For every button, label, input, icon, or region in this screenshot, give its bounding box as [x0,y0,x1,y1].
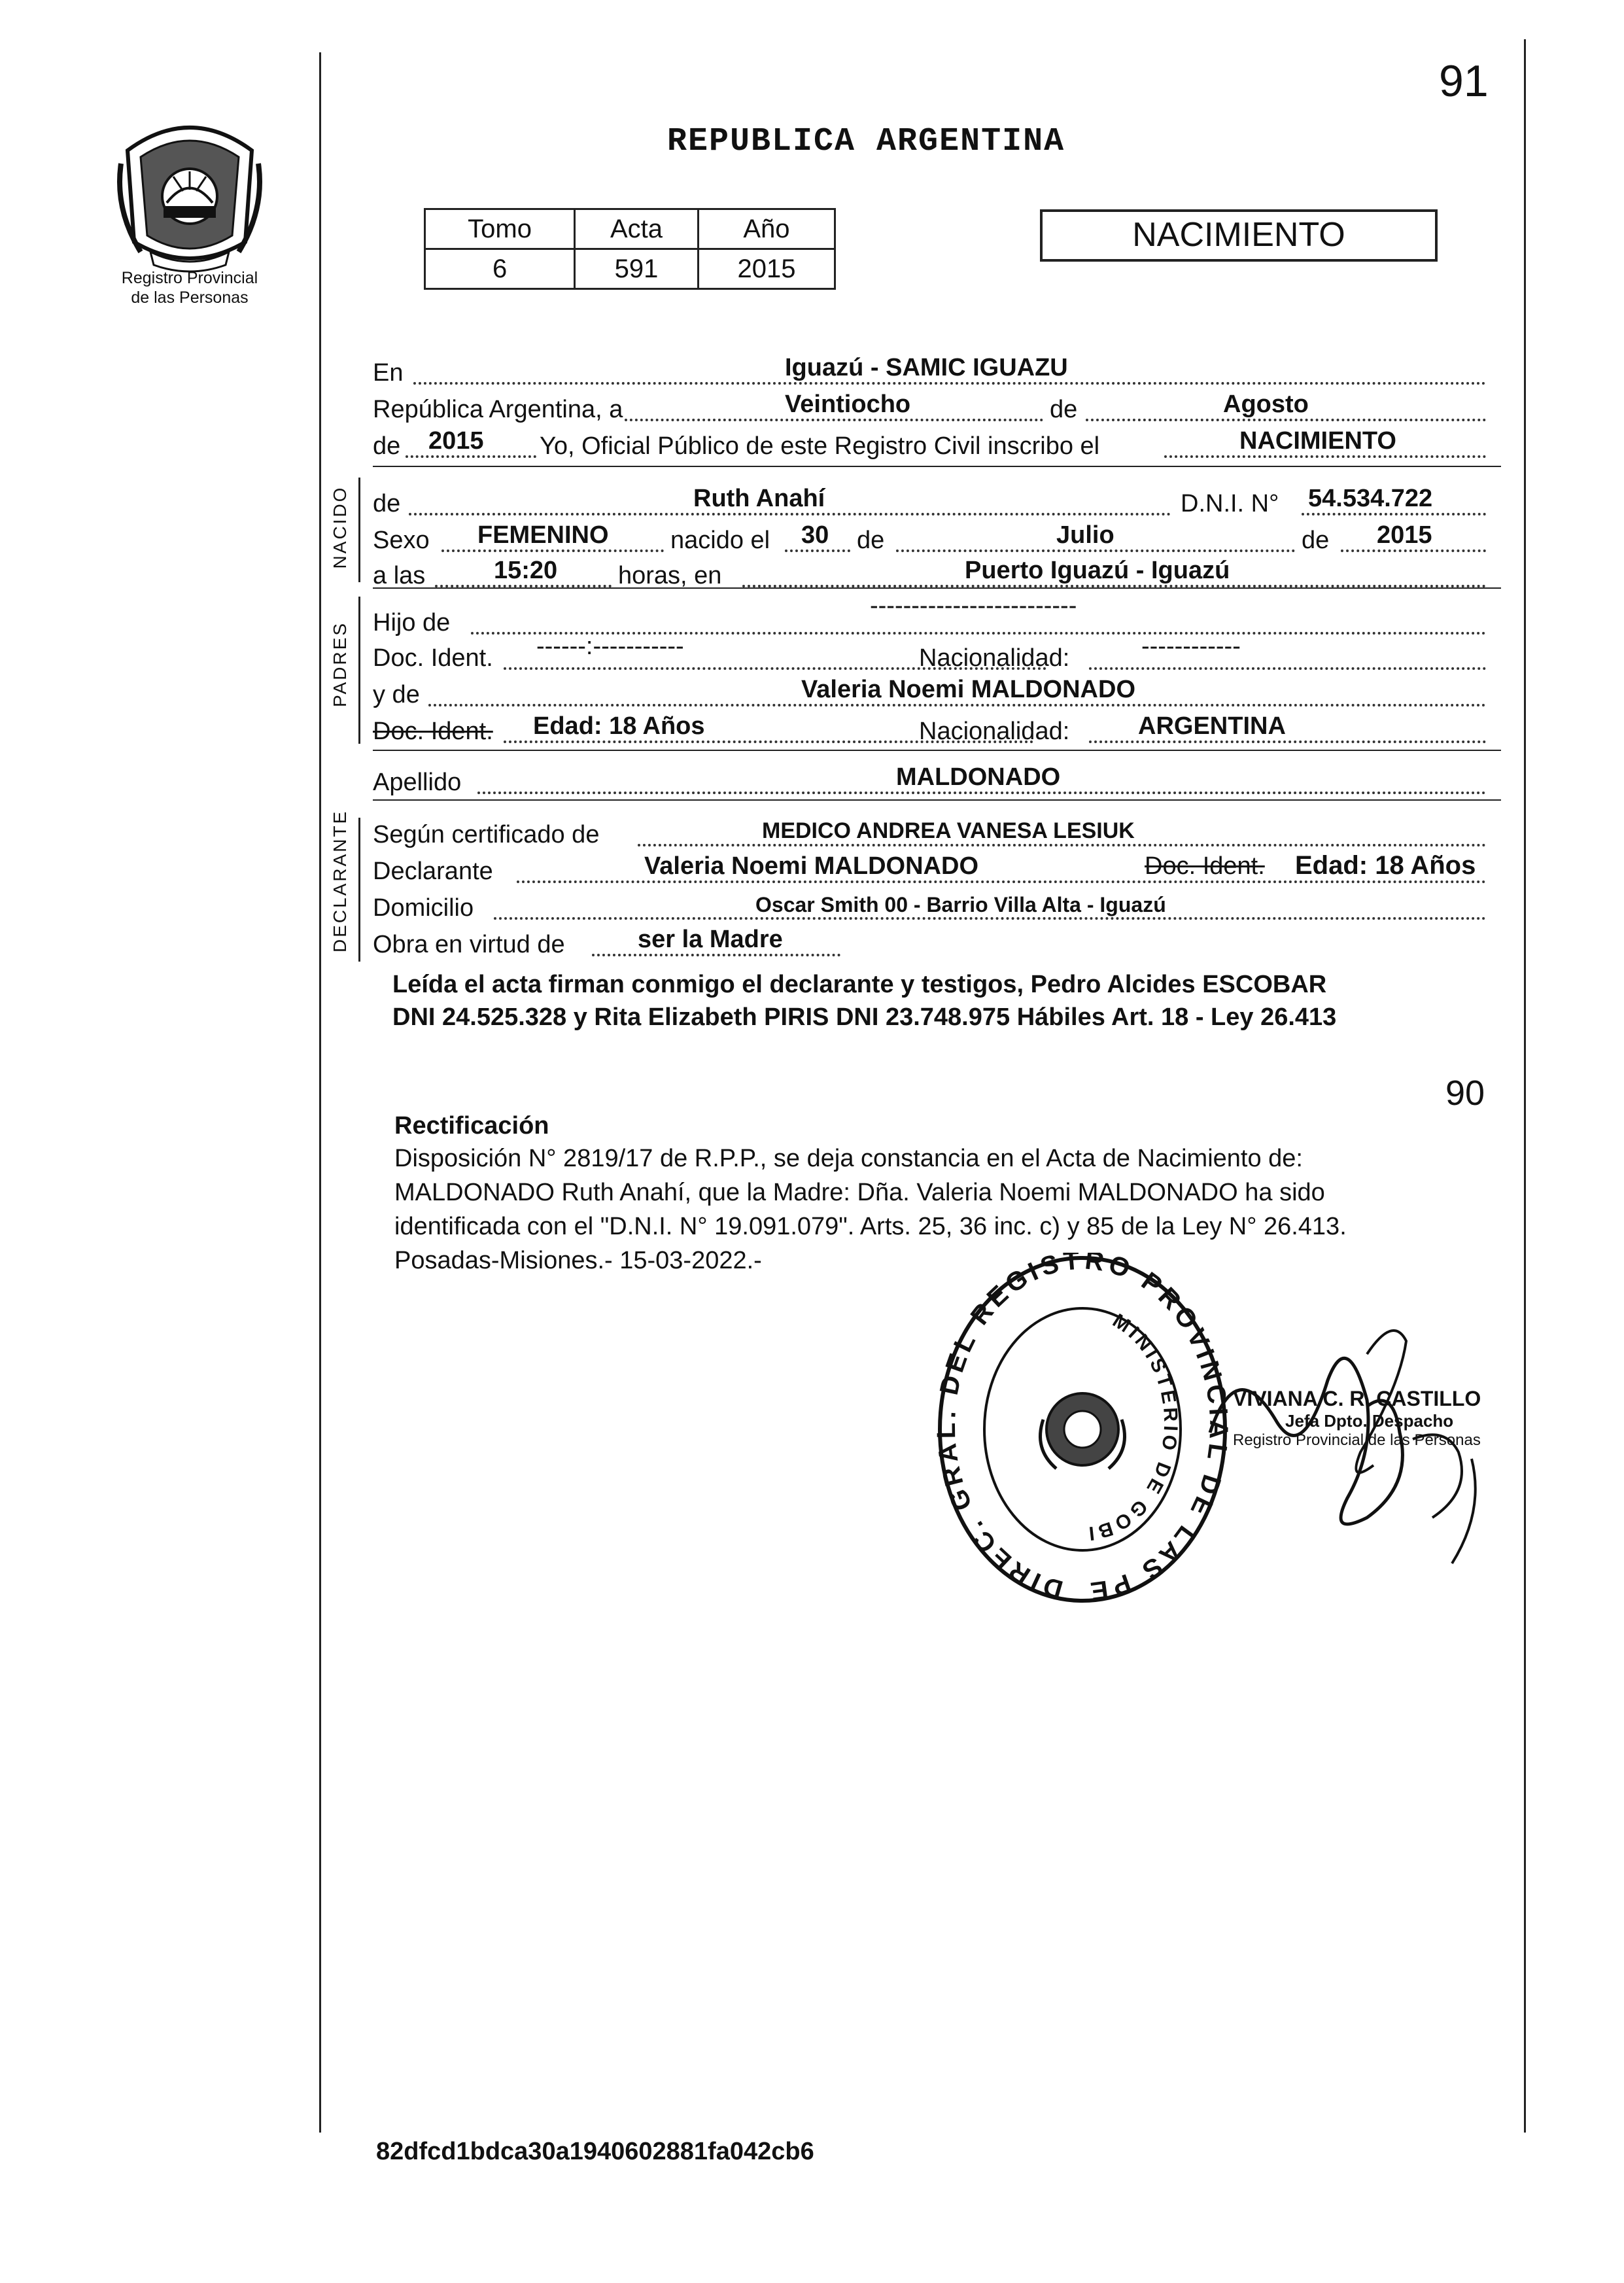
label-yo-oficial: Yo, Oficial Público de este Registro Civil inscribo el [540,432,1100,460]
row-domicilio [373,888,1501,925]
value-obra: ser la Madre [638,926,783,953]
label-hijo-de: Hijo de [373,609,451,636]
dots [742,585,1486,587]
value-inscribo: NACIMIENTO [1239,427,1396,455]
label-republica: República Argentina, a [373,396,623,423]
section-divider-4 [373,799,1501,801]
dots [1302,513,1486,515]
row-anio-inscribo [373,427,1501,463]
value-doc-padre: ------:----------- [536,633,684,660]
rectificacion-line3: identificada con el "D.N.I. N° 19.091.079". Arts. 25, 36 inc. c) y 85 de la Ley N° 26.413. [394,1213,1347,1240]
signature-block [1233,1387,1481,1450]
dots [517,880,1486,883]
value-padre: ------------------------- [870,592,1077,619]
row-obra [373,925,1501,962]
stamp-outer-text: DIREC. GRA DEL REGISTRO PROVINC L DE LAS PE [935,1253,1230,1606]
label-sexo: Sexo [373,527,430,554]
dots [1086,419,1486,421]
row-en [373,353,1501,390]
section-label-nacido: NACIDO [330,485,350,569]
value-nac-anio: 2015 [1377,521,1432,549]
dots [896,549,1295,552]
label-de: de [1302,527,1330,554]
left-margin-line [319,52,321,2133]
row-nombre [373,484,1501,521]
row-hora [373,556,1501,593]
label-y-de: y de [373,681,420,708]
signature-name: VIVIANA C. R. CASTILLO [1233,1387,1481,1410]
padres-bracket [358,597,360,744]
table-value-tomo: 6 [425,249,575,289]
table-value-acta: 591 [575,249,699,289]
dots [638,844,1486,846]
document-hash: 82dfcd1bdca30a1940602881fa042cb6 [376,2138,814,2165]
dots [435,585,612,587]
row-declarante [373,852,1501,888]
label-en: En [373,359,404,387]
value-declarante: Valeria Noemi MALDONADO [644,852,978,880]
dots [592,954,840,956]
row-sexo [373,521,1501,557]
value-anio: 2015 [428,427,484,455]
signature-role: Jefa Dpto. Despacho [1285,1411,1454,1431]
value-apellido: MALDONADO [896,763,1061,791]
value-domicilio: Oscar Smith 00 - Barrio Villa Alta - Iguazú [755,893,1166,916]
institution-line2: de las Personas [131,288,249,307]
province-logo [114,111,265,275]
coat-of-arms-icon [114,111,265,275]
rectificacion-page-number: 90 [1445,1073,1485,1113]
table-header-anio: Año [698,209,835,249]
row-doc-padre [373,633,1501,675]
rectificacion-line2: MALDONADO Ruth Anahí, que la Madre: Dña. Valeria Noemi MALDONADO ha sido [394,1179,1325,1206]
value-edad-declarante: Edad: 18 Años [1295,851,1476,880]
dots [409,513,1171,515]
record-type-box: NACIMIENTO [1040,209,1438,262]
label-nacionalidad: Nacionalidad: [919,644,1070,672]
label-dni: D.N.I. N° [1181,490,1279,517]
dots [428,704,1486,706]
signature-office: Registro Provincial de las Personas [1233,1431,1481,1449]
table-value-anio: 2015 [698,249,835,289]
label-domicilio: Domicilio [373,894,474,922]
dots [494,917,1486,920]
closing-line2: DNI 24.525.328 y Rita Elizabeth PIRIS DNI 23.748.975 Hábiles Art. 18 - Ley 26.413 [392,1003,1337,1031]
right-margin-line [1524,39,1526,2133]
value-certificado: MEDICO ANDREA VANESA LESIUK [762,818,1135,843]
row-madre [373,675,1501,712]
label-segun-certificado: Según certificado de [373,821,600,848]
dots [477,792,1486,794]
label-obra-en-virtud: Obra en virtud de [373,931,565,958]
label-doc-ident: Doc. Ident. [373,644,493,672]
label-de: de [373,432,401,460]
table-header-tomo: Tomo [425,209,575,249]
value-lugar-inscripcion: Iguazú - SAMIC IGUAZU [785,354,1068,381]
label-de: de [857,527,885,554]
dots [1089,667,1486,670]
stamp-seal-icon [935,1253,1230,1606]
dots [1089,741,1486,743]
institution-caption [98,268,281,307]
dots [1164,455,1486,458]
dots [413,382,1486,385]
value-lugar-nacimiento: Puerto Iguazú - Iguazú [965,557,1230,584]
label-horas-en: horas, en [618,562,722,589]
label-nacido-el: nacido el [670,527,770,554]
institution-line1: Registro Provincial [121,269,258,287]
dots [1341,549,1486,552]
record-table [424,208,836,290]
row-apellido [373,763,1501,799]
label-nacionalidad: Nacionalidad: [919,718,1070,745]
row-republica [373,390,1501,427]
value-nombre: Ruth Anahí [693,485,825,512]
value-nacionalidad-padre: ------------ [1141,633,1241,660]
value-mes: Agosto [1223,391,1309,418]
dots [625,419,1043,421]
official-stamp [935,1253,1230,1606]
value-nac-dia: 30 [801,521,829,549]
closing-statement [392,968,1517,1034]
section-divider-1 [373,466,1501,467]
label-declarante: Declarante [373,858,493,885]
value-nac-mes: Julio [1056,521,1114,549]
row-certificado [373,815,1501,852]
dots [441,549,664,552]
value-edad-madre: Edad: 18 Años [533,712,705,740]
label-de: de [1050,396,1078,423]
rectificacion-title: Rectificación [394,1112,549,1140]
section-label-declarante: DECLARANTE [330,809,350,952]
label-doc-ident-struck: Doc. Ident. [373,718,493,745]
rectificacion-line4: Posadas-Misiones.- 15-03-2022.- [394,1247,762,1274]
page-number: 91 [1439,56,1489,106]
declarante-bracket [358,818,360,962]
value-madre: Valeria Noemi MALDONADO [801,676,1135,703]
label-doc-ident-struck: Doc. Ident. [1145,852,1265,880]
document-title: REPUBLICA ARGENTINA [667,123,1065,160]
table-header-acta: Acta [575,209,699,249]
dots [406,455,536,458]
rectificacion-line1: Disposición N° 2819/17 de R.P.P., se deja constancia en el Acta de Nacimiento de: [394,1145,1303,1172]
section-divider-3 [373,750,1501,751]
label-apellido: Apellido [373,769,462,796]
value-sexo: FEMENINO [477,521,609,549]
value-dia: Veintiocho [785,391,911,418]
value-hora: 15:20 [494,557,558,584]
label-a-las: a las [373,562,426,589]
closing-line1: Leída el acta firman conmigo el declarante y testigos, Pedro Alcides ESCOBAR [392,971,1327,998]
dots [785,549,850,552]
stamp-inner-text: MINISTERIO DE GOBI [1084,1310,1182,1544]
value-nacionalidad-madre: ARGENTINA [1138,712,1286,740]
section-label-padres: PADRES [330,621,350,707]
row-doc-madre [373,712,1501,748]
label-de: de [373,490,401,517]
nacido-bracket [358,478,360,582]
value-dni: 54.534.722 [1308,485,1433,512]
